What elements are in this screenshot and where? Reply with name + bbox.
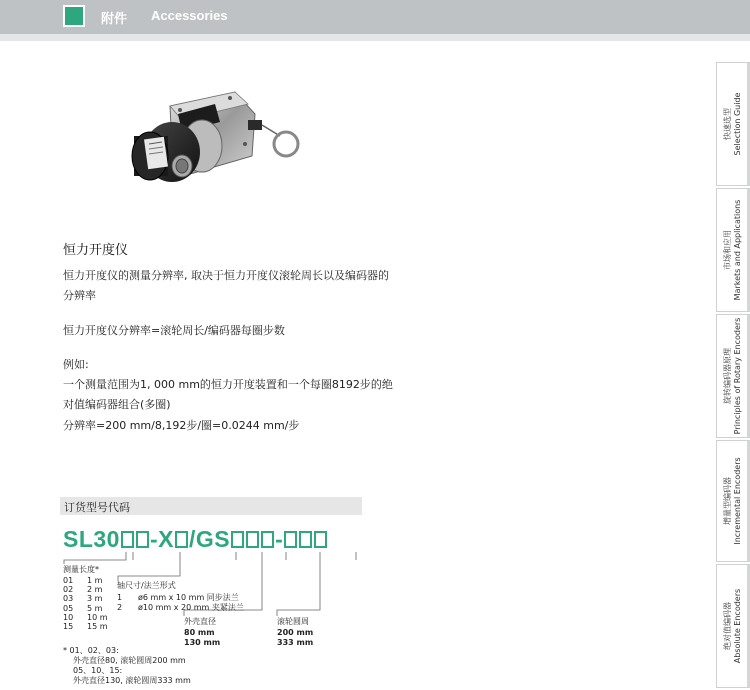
side-tab-markets[interactable] bbox=[716, 188, 750, 312]
order-code bbox=[63, 526, 328, 553]
code-segment: - bbox=[275, 526, 284, 552]
resolution-formula: 恒力开度仪分辨率=滚轮周长/编码器每圈步数 bbox=[63, 324, 285, 337]
code-segment: /GS bbox=[188, 526, 231, 552]
shaft-item: 1 ø6 mm x 10 mm 同步法兰 bbox=[117, 593, 239, 602]
length-item: 15 15 m bbox=[63, 621, 108, 631]
note-line: 05、10、15: bbox=[73, 666, 123, 675]
side-tab-cn: 市场和应用 bbox=[723, 230, 732, 271]
section-title-cn: 附件 bbox=[101, 12, 128, 27]
code-box bbox=[284, 531, 297, 548]
length-item: 03 3 m bbox=[63, 594, 103, 604]
code-box bbox=[246, 531, 259, 548]
length-item: 02 2 m bbox=[63, 585, 103, 595]
note-line: * 01、02、03: bbox=[63, 646, 119, 655]
code-box bbox=[314, 531, 327, 548]
length-item: 01 1 m bbox=[63, 576, 103, 585]
example-block bbox=[63, 355, 398, 415]
side-tab-cn: 快速选型 bbox=[723, 108, 732, 140]
side-tab-principles[interactable] bbox=[716, 314, 750, 438]
housing-item: 130 mm bbox=[184, 638, 221, 647]
side-tab-cn: 旋转编码器原理 bbox=[723, 348, 732, 404]
draw-wire-sensor-photo bbox=[120, 84, 302, 196]
code-box bbox=[231, 531, 244, 548]
side-tab-cn: 绝对值编码器 bbox=[723, 602, 732, 651]
housing-item: 80 mm bbox=[184, 628, 215, 637]
shaft-item: 2 ø10 mm x 20 mm 夹紧法兰 bbox=[117, 603, 244, 612]
side-tab-absolute[interactable] bbox=[716, 564, 750, 688]
note-line: 外壳直径130, 滚轮圆周333 mm bbox=[73, 676, 191, 685]
housing-list bbox=[184, 628, 220, 648]
length-item: 05 5 m bbox=[63, 603, 103, 613]
side-tab-incremental[interactable] bbox=[716, 440, 750, 562]
shaft-list bbox=[117, 593, 244, 613]
product-title: 恒力开度仪 bbox=[63, 243, 129, 258]
section-title-en: Accessories bbox=[151, 8, 228, 23]
code-box bbox=[121, 531, 134, 548]
example-text: 一个测量范围为1, 000 mm的恒力开度装置和一个每圈8192步的绝对值编码器组合(多圈) bbox=[63, 378, 393, 411]
wheel-list bbox=[277, 628, 313, 648]
wheel-item: 333 mm bbox=[277, 638, 314, 647]
side-tab-en: Markets and Applications bbox=[733, 199, 742, 301]
note-line: 外壳直径80, 滚轮圆周200 mm bbox=[73, 656, 186, 665]
code-prefix: SL30 bbox=[63, 526, 120, 552]
code-box bbox=[299, 531, 312, 548]
order-code-title: 订货型号代码 bbox=[64, 501, 130, 514]
wheel-label: 滚轮圆周 bbox=[277, 617, 309, 626]
side-tab-cn: 增量型编码器 bbox=[723, 477, 732, 526]
side-tab-en: Absolute Encoders bbox=[733, 588, 742, 664]
example-label: 例如: bbox=[63, 358, 89, 371]
side-tab-selection-guide[interactable] bbox=[716, 62, 750, 186]
header-divider bbox=[0, 34, 750, 41]
code-box bbox=[261, 531, 274, 548]
example-result: 分辨率=200 mm/8,192步/圈=0.0244 mm/步 bbox=[63, 419, 300, 432]
length-item: 10 10 m bbox=[63, 612, 108, 622]
description-paragraph: 恒力开度仪的测量分辨率, 取决于恒力开度仪滚轮周长以及编码器的分辨率 bbox=[63, 269, 389, 302]
code-box bbox=[175, 531, 188, 548]
shaft-label: 轴尺寸/法兰形式 bbox=[117, 581, 176, 590]
side-tab-en: Incremental Encoders bbox=[733, 457, 742, 545]
order-notes bbox=[63, 646, 191, 686]
code-segment: -X bbox=[149, 526, 174, 552]
side-tab-en: Principles of Rotary Encoders bbox=[733, 317, 742, 435]
code-box bbox=[136, 531, 149, 548]
section-header bbox=[0, 0, 750, 34]
side-tab-en: Selection Guide bbox=[733, 92, 742, 156]
wheel-item: 200 mm bbox=[277, 628, 314, 637]
length-label: 测量长度* bbox=[63, 565, 99, 574]
section-marker-icon bbox=[63, 5, 85, 27]
length-list bbox=[63, 576, 108, 631]
housing-label: 外壳直径 bbox=[184, 617, 216, 626]
